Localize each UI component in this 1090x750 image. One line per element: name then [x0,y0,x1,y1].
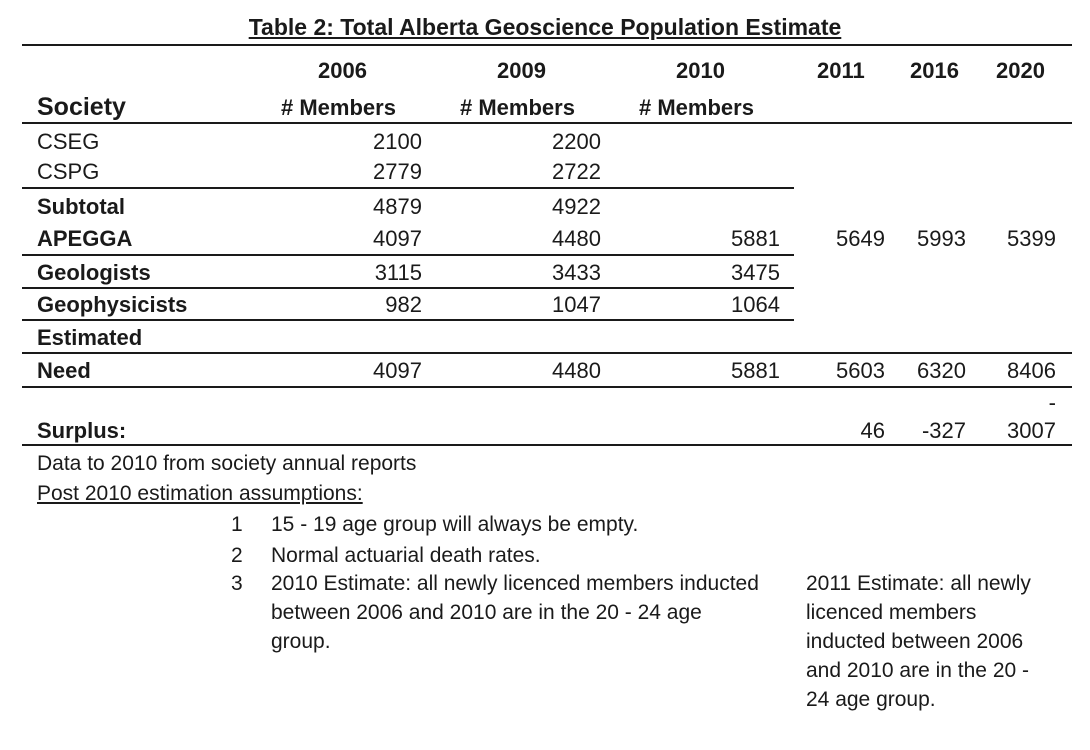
apegga-2006: 4097 [373,226,422,251]
rule-surplus [22,444,1072,446]
year-2011-header: 2011 [817,58,865,83]
row-label-geologists: Geologists [37,260,151,285]
row-label-apegga: APEGGA [37,226,133,251]
need-2020: 8406 [1007,358,1056,383]
assumption-3-number: 3 [231,572,243,595]
surplus-2016: -327 [921,418,966,443]
row-label-subtotal: Subtotal [37,194,125,219]
surplus-2020: 3007 [1007,418,1056,443]
apegga-2011: 5649 [836,226,885,251]
assumption-2-number: 2 [231,544,243,567]
rule-cspg [22,187,794,189]
subtotal-2009: 4922 [552,194,601,219]
year-2006-header: 2006 [318,58,367,83]
row-label-estimated: Estimated [37,325,143,350]
year-2010-header: 2010 [676,58,725,83]
rule-geophysicists [22,319,794,321]
cseg-2006: 2100 [373,129,422,154]
apegga-2016: 5993 [917,226,966,251]
assumption-1-number: 1 [231,513,243,536]
geophysicists-2006: 982 [385,292,422,317]
estimate-2011-note: 2011 Estimate: all newly licenced members inducted between 2006 and 2010 are in the 20 - 24 age group. [806,572,1031,711]
members-header-2006: # Members [281,95,396,120]
need-2011: 5603 [836,358,885,383]
surplus-2020-sign: - [1048,390,1056,415]
geophysicists-2010: 1064 [731,292,780,317]
geologists-2010: 3475 [731,260,780,285]
surplus-2011: 46 [860,418,885,443]
rule-top [22,44,1072,46]
apegga-2020: 5399 [1007,226,1056,251]
rule-header [22,122,1072,124]
year-2016-header: 2016 [910,58,959,83]
row-label-surplus: Surplus: [37,418,127,443]
year-2020-header: 2020 [996,58,1045,83]
cspg-2009: 2722 [552,159,601,184]
members-header-2010: # Members [639,95,754,120]
subtotal-2006: 4879 [373,194,422,219]
need-2010: 5881 [731,358,780,383]
row-label-cspg: CSPG [37,159,100,184]
members-header-2009: # Members [460,95,575,120]
cseg-2009: 2200 [552,129,601,154]
apegga-2010: 5881 [731,226,780,251]
row-label-need: Need [37,358,91,383]
row-label-geophysicists: Geophysicists [37,292,188,317]
geologists-2006: 3115 [374,260,422,285]
rule-need [22,386,1072,388]
cspg-2006: 2779 [373,159,422,184]
society-header: Society [37,93,126,121]
need-2016: 6320 [917,358,966,383]
row-label-cseg: CSEG [37,129,100,154]
rule-apegga [22,254,794,256]
assumption-2-text: Normal actuarial death rates. [271,544,541,567]
assumptions-title: Post 2010 estimation assumptions: [37,482,363,505]
rule-geologists [22,287,794,289]
assumption-3-text: 2010 Estimate: all newly licenced members inducted between 2006 and 2010 are in the 20 - 24 age group. [271,572,759,653]
rule-estimated [22,352,1072,354]
geophysicists-2009: 1047 [552,292,601,317]
year-2009-header: 2009 [497,58,546,83]
need-2009: 4480 [552,358,601,383]
geologists-2009: 3433 [552,260,601,285]
apegga-2009: 4480 [552,226,601,251]
table-title: Table 2: Total Alberta Geoscience Population Estimate [248,14,842,40]
source-note: Data to 2010 from society annual reports [37,452,417,475]
need-2006: 4097 [373,358,422,383]
assumption-1-text: 15 - 19 age group will always be empty. [271,513,639,536]
